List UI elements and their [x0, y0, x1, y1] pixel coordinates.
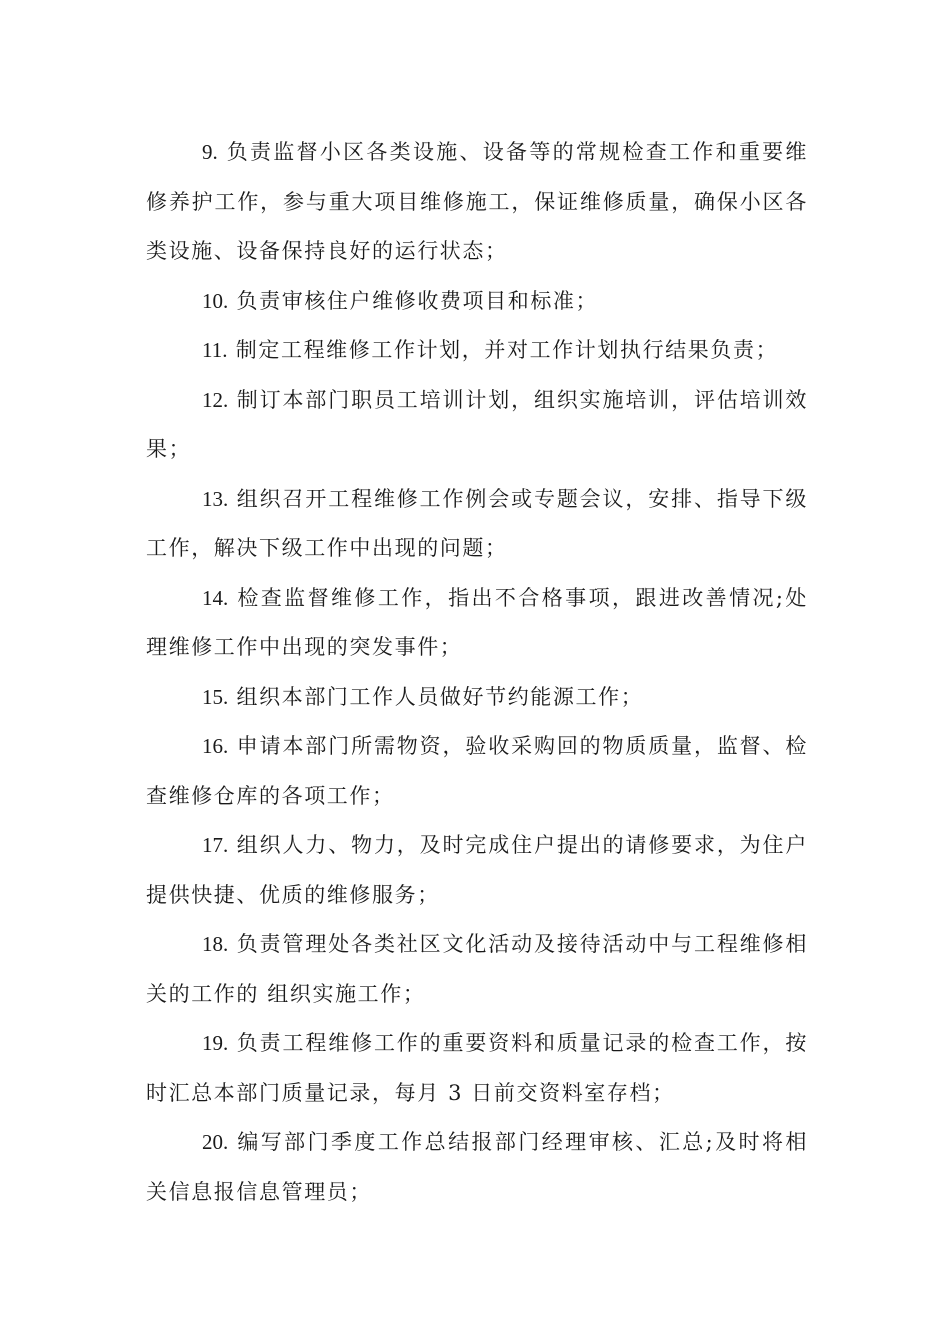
- item-number: 12.: [202, 387, 229, 412]
- item-text: 负责审核住户维修收费项目和标准；: [236, 288, 599, 313]
- list-item: [146, 821, 808, 920]
- item-text: 制订本部门职员工培训计划，组织实施培训，评估培训效果；: [146, 387, 809, 461]
- list-item: [146, 128, 808, 277]
- list-item: [146, 722, 808, 821]
- item-text: 组织召开工程维修工作例会或专题会议，安排、指导下级工作，解决下级工作中出现的问题；: [146, 486, 809, 560]
- list-item: [146, 475, 808, 574]
- item-number: 16.: [202, 734, 229, 758]
- list-item: [146, 326, 808, 376]
- list-item: [146, 1019, 808, 1118]
- item-number: 11.: [202, 338, 228, 362]
- item-text: 申请本部门所需物资，验收采购回的物质质量，监督、检查维修仓库的各项工作；: [146, 734, 809, 808]
- item-number: 13.: [202, 486, 229, 511]
- list-item: [146, 376, 808, 475]
- list-item: [146, 277, 808, 327]
- list-item: [146, 673, 808, 723]
- item-text: 检查监督维修工作，指出不合格事项，跟进改善情况;处理维修工作中出现的突发事件；: [146, 585, 808, 659]
- document-body: [146, 128, 808, 1217]
- item-text: 制定工程维修工作计划，并对工作计划执行结果负责；: [235, 338, 779, 362]
- item-text: 组织本部门工作人员做好节约能源工作；: [236, 684, 644, 709]
- item-text: 负责监督小区各类设施、设备等的常规检查工作和重要维修养护工作，参与重大项目维修施工，保证维修质量，确保小区各类设施、设备保持良好的运行状态；: [146, 140, 809, 263]
- list-item: [146, 920, 808, 1019]
- item-number: 17.: [202, 833, 229, 857]
- item-number: 18.: [202, 932, 229, 956]
- item-text: 组织人力、物力，及时完成住户提出的请修要求，为住户提供快捷、优质的维修服务；: [146, 833, 809, 907]
- item-text: 负责工程维修工作的重要资料和质量记录的检查工作，按时汇总本部门质量记录，每月 3 日前交资料室存档；: [146, 1031, 809, 1105]
- item-number: 15.: [202, 684, 229, 709]
- item-number: 19.: [202, 1031, 229, 1055]
- item-number: 9.: [202, 140, 218, 164]
- list-item: [146, 1118, 808, 1217]
- item-number: 20.: [202, 1130, 229, 1154]
- item-number: 10.: [202, 288, 229, 313]
- item-number: 14.: [202, 585, 229, 610]
- item-text: 编写部门季度工作总结报部门经理审核、汇总;及时将相关信息报信息管理员；: [146, 1130, 808, 1204]
- list-item: [146, 574, 808, 673]
- item-text: 负责管理处各类社区文化活动及接待活动中与工程维修相关的工作的 组织实施工作；: [146, 932, 809, 1006]
